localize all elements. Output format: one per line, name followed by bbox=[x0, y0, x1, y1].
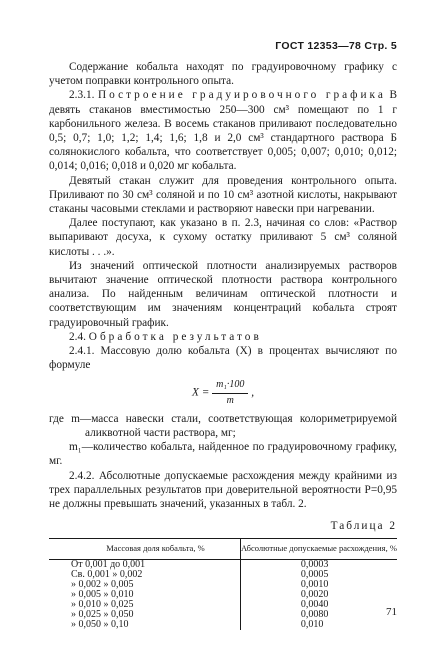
table-row bbox=[49, 580, 397, 590]
table-header-fraction: Массовая доля кобальта, % bbox=[49, 538, 240, 559]
table-row bbox=[49, 610, 397, 620]
paragraph-where-m: где m—масса навески стали, соответствующая колориметрируемой аликвотной части раствора, мг; bbox=[49, 412, 397, 440]
table-row bbox=[49, 600, 397, 610]
table-row bbox=[49, 620, 397, 630]
table-cell-value: 0,0005 bbox=[240, 570, 397, 580]
table-row bbox=[49, 570, 397, 580]
formula-tail: , bbox=[251, 386, 255, 399]
table-header-tolerance: Абсолютные допускаемые расхождения, % bbox=[240, 538, 397, 559]
paragraph-processing bbox=[49, 330, 397, 344]
formula-numerator: m₁·100 bbox=[212, 378, 248, 393]
section-title: Обработка результатов bbox=[88, 330, 262, 343]
section-text: В девять стаканов вместимостью 250—300 см³ помещают по 1 г карбонильного железа. В восемь стаканов приливают последовательно 0,5; 0,7; 1,0; 1,2; 1,4; 1,6; 1,8 и 2,0 см³ стандартного раствора Б солянокислого кобальта, что соответствует 0,005; 0,007; 0,010; 0,012; 0,014; 0,016; 0,018 и 0,020 мг кобальта. bbox=[49, 89, 398, 173]
table-cell-range: » 0,025 » 0,050 bbox=[71, 608, 134, 620]
section-number: 2.3.1. bbox=[69, 89, 95, 102]
formula bbox=[49, 378, 397, 407]
paragraph-optical: Из значений оптической плотности анализируемых растворов вычитают значение оптической плотности раствора контрольного анализа. По найденным величинам оптической плотности и соответствующим им значениям концентраций кобальта строят градуировочный график. bbox=[49, 259, 397, 329]
table-cell-range: » 0,010 » 0,025 bbox=[71, 598, 134, 610]
table-cell-range: » 0,005 » 0,010 bbox=[71, 588, 134, 600]
tolerance-table bbox=[49, 538, 397, 630]
paragraph-calibration bbox=[49, 88, 397, 173]
paragraph-further: Далее поступают, как указано в п. 2.3, начиная со слов: «Раствор выпаривают досуха, к сухому остатку приливают 5 см³ соляной кислоты . . .». bbox=[49, 217, 397, 258]
paragraph-where-m1: m₁—количество кобальта, найденное по градуировочному графику, мг. bbox=[49, 441, 397, 468]
paragraph-control: Девятый стакан служит для проведения контрольного опыта. Приливают по 30 см³ соляной и по 10 см³ азотной кислоты, накрывают стаканы часовыми стеклами и растворяют навески при нагревании. bbox=[49, 174, 397, 216]
paragraph-tolerances: 2.4.2. Абсолютные допускаемые расхождения между крайними из трех параллельных результатов при доверительной вероятности P=0,95 не должны превышать значений, указанных в табл. 2. bbox=[49, 469, 397, 511]
table-row bbox=[49, 559, 397, 570]
table-cell-value: 0,0080 bbox=[240, 610, 397, 620]
section-title: Построение градуировочного графика bbox=[98, 89, 386, 102]
table-cell-value: 0,010 bbox=[240, 620, 397, 630]
table-cell-range: От 0,001 до 0,001 bbox=[71, 558, 146, 570]
section-number: 2.4. bbox=[69, 330, 86, 343]
table-cell-range: » 0,002 » 0,005 bbox=[71, 578, 134, 590]
table-cell-value: 0,0010 bbox=[240, 580, 397, 590]
table-cell-value: 0,0020 bbox=[240, 590, 397, 600]
formula-lhs: X = bbox=[191, 386, 210, 399]
formula-fraction bbox=[212, 378, 248, 407]
page-number: 71 bbox=[386, 606, 397, 618]
formula-denominator: m bbox=[226, 394, 234, 406]
document-body bbox=[49, 60, 397, 630]
table-cell-range: » 0,050 » 0,10 bbox=[71, 618, 129, 630]
table-cell-range: Св. 0,001 » 0,002 bbox=[71, 568, 143, 580]
paragraph-intro: Содержание кобальта находят по градуировочному графику с учетом поправки контрольного опыта. bbox=[49, 61, 397, 88]
table-row bbox=[49, 590, 397, 600]
page-header: ГОСТ 12353—78 Стр. 5 bbox=[275, 40, 397, 52]
table-cell-value: 0,0003 bbox=[240, 559, 397, 570]
table-cell-value: 0,0040 bbox=[240, 600, 397, 610]
paragraph-formula-intro: 2.4.1. Массовую долю кобальта (X) в процентах вычисляют по формуле bbox=[49, 345, 397, 372]
table-caption: Таблица 2 bbox=[330, 520, 397, 533]
